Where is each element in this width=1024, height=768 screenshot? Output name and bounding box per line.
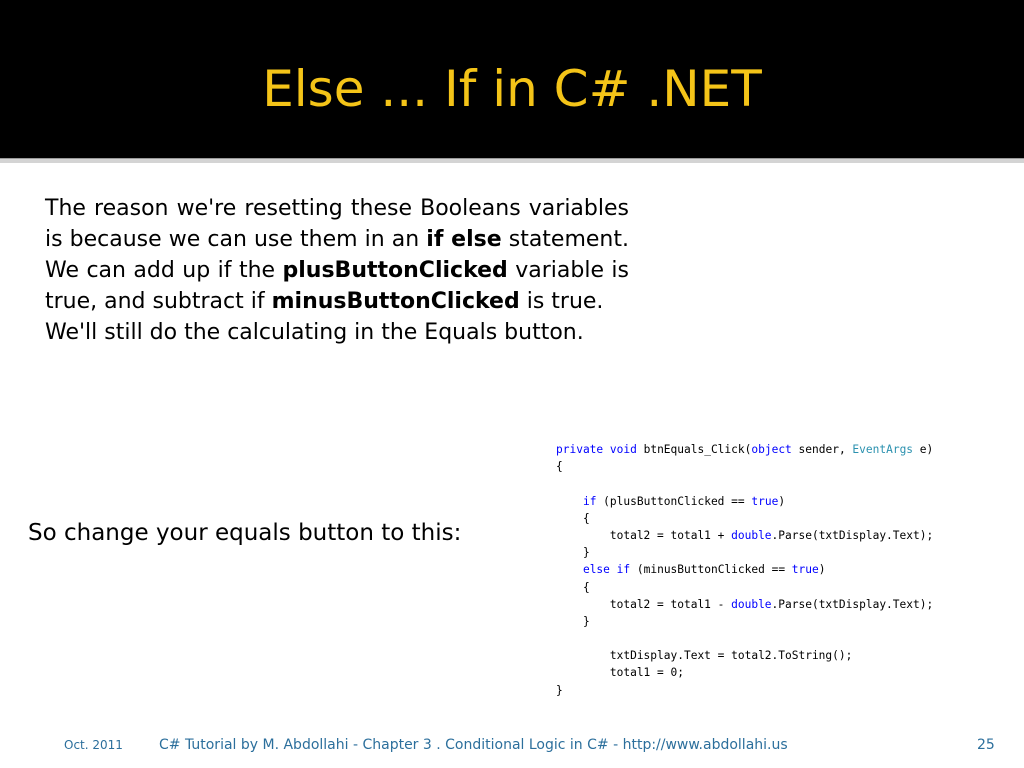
- code-line-5: {: [556, 511, 590, 525]
- code-keyword: object: [751, 443, 792, 456]
- explanation-paragraph-1: [45, 193, 629, 317]
- code-text: [556, 495, 583, 508]
- bold-plus-button-clicked: plusButtonClicked: [282, 258, 508, 283]
- code-text: [610, 563, 617, 576]
- code-keyword: if: [582, 494, 597, 508]
- code-line-10: [556, 596, 1016, 613]
- code-line-11: }: [556, 614, 590, 628]
- code-line-14: total1 = 0;: [556, 666, 684, 680]
- code-text: total2 = total1 +: [556, 528, 732, 542]
- code-line-12: [556, 630, 1016, 647]
- slide-footer: [0, 736, 1024, 760]
- code-text: .Parse(txtDisplay.Text);: [771, 597, 934, 611]
- code-text: [603, 443, 610, 456]
- code-text: .Parse(txtDisplay.Text);: [771, 528, 934, 542]
- code-text: (minusButtonClicked ==: [630, 563, 792, 577]
- bold-minus-button-clicked: minusButtonClicked: [271, 289, 520, 314]
- code-keyword: if: [616, 563, 631, 577]
- explanation-text-run: variable is true, and subtract if: [45, 258, 630, 314]
- code-line-13: txtDisplay.Text = total2.ToString();: [556, 649, 853, 663]
- code-line-1: [556, 441, 1016, 458]
- explanation-paragraph-2: We'll still do the calculating in the Equals button.: [45, 320, 584, 345]
- code-text: btnEquals_Click(: [636, 443, 752, 456]
- explanation-text: [45, 193, 629, 348]
- code-text: total2 = total1 -: [556, 597, 732, 611]
- explanation-text-run: is true.: [519, 289, 604, 314]
- code-line-2: {: [556, 460, 563, 474]
- code-keyword: double: [731, 528, 772, 542]
- code-text: sender,: [791, 443, 853, 456]
- code-text: [556, 563, 583, 576]
- instruction-text: So change your equals button to this:: [28, 520, 462, 546]
- slide-title: Else ... If in C# .NET: [262, 60, 762, 118]
- code-line-4: [556, 493, 1016, 510]
- code-snippet: [556, 441, 1016, 699]
- code-keyword: void: [609, 443, 637, 456]
- code-keyword: double: [731, 597, 772, 611]
- code-keyword: else: [582, 563, 610, 577]
- title-divider: [0, 158, 1024, 163]
- code-keyword: private: [556, 443, 604, 456]
- footer-credits: C# Tutorial by M. Abdollahi - Chapter 3 . Conditional Logic in C# - http://www.abdollahi.us: [159, 737, 788, 753]
- footer-date: Oct. 2011: [64, 738, 123, 752]
- explanation-text-run: statement. We can add up if the: [45, 227, 629, 283]
- page-number: 25: [977, 737, 995, 753]
- code-line-8: [556, 561, 1016, 578]
- code-text: ): [818, 563, 826, 577]
- code-line-9: {: [556, 580, 590, 594]
- code-line-6: [556, 527, 1016, 544]
- code-text: (plusButtonClicked ==: [596, 494, 752, 508]
- code-keyword: true: [791, 563, 819, 577]
- code-line-15: }: [556, 683, 563, 697]
- code-line-3: [556, 475, 1016, 492]
- code-text: e): [913, 443, 934, 456]
- explanation-text-run: The reason we're resetting these Booleans variables is because we can use them in an: [45, 196, 629, 252]
- code-line-7: }: [556, 546, 590, 560]
- code-keyword: true: [751, 494, 779, 508]
- code-text: ): [778, 494, 786, 508]
- bold-if-else: if else: [426, 227, 502, 252]
- code-type: EventArgs: [852, 443, 914, 456]
